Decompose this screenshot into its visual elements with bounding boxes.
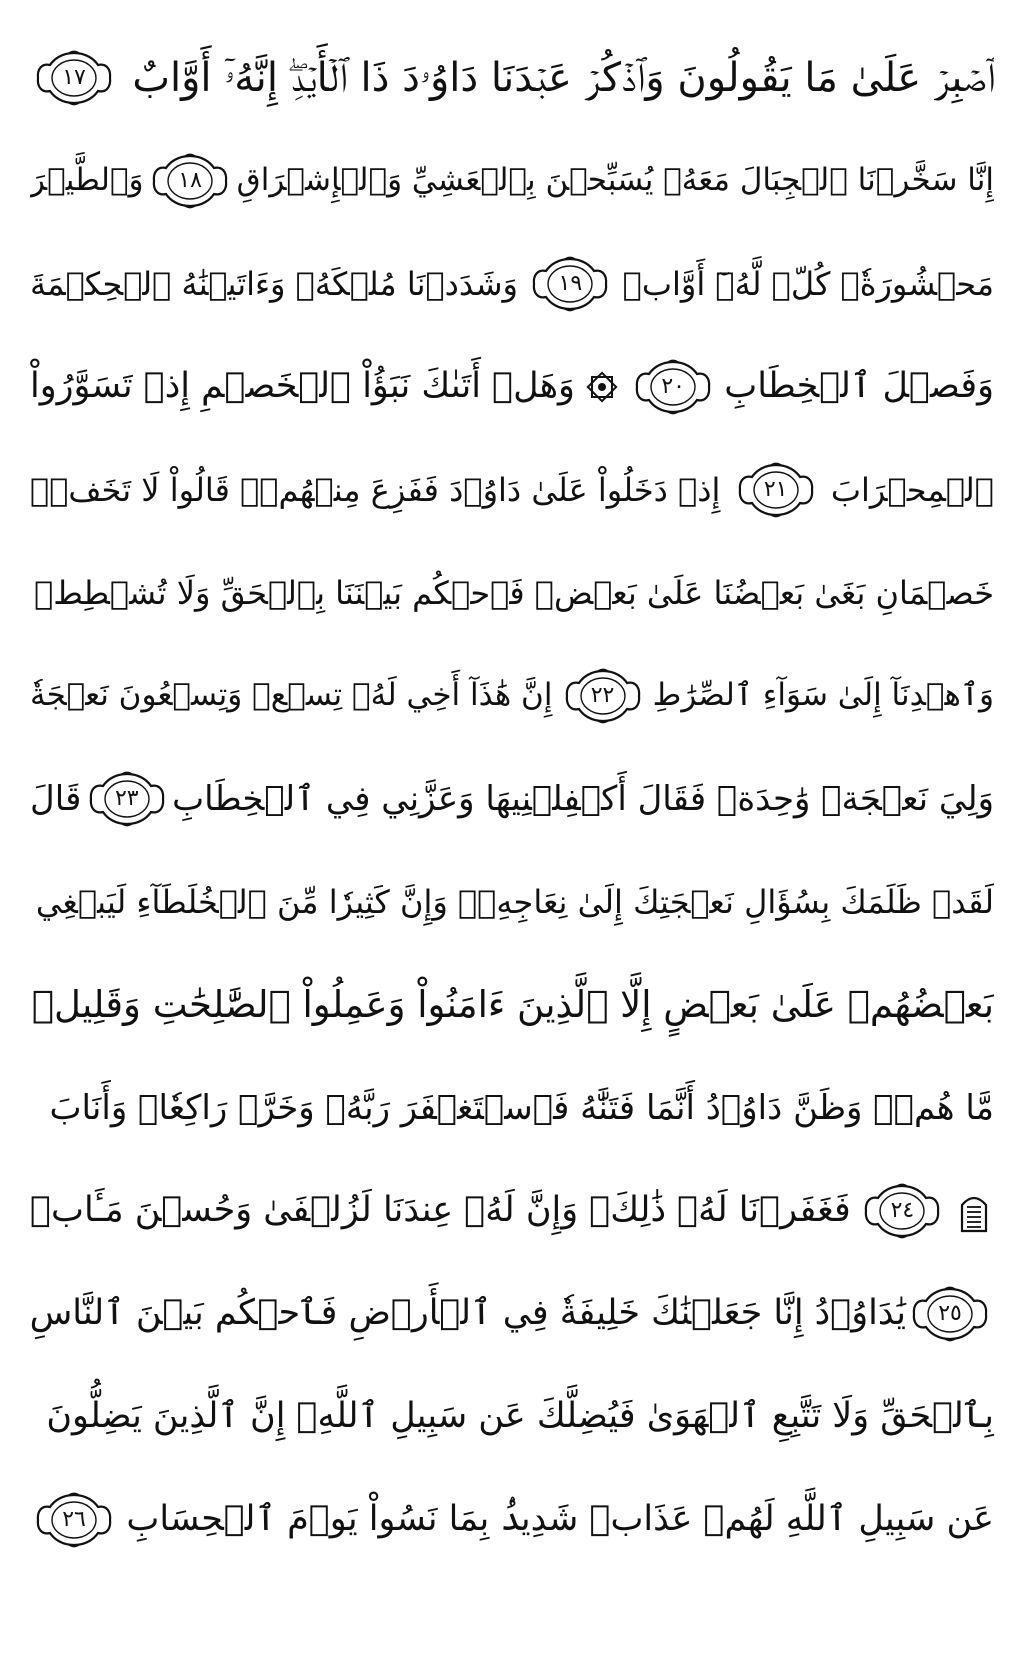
verse-text: قَالَ <box>30 778 82 819</box>
verse-text: إِنَّا سَخَّرۡنَا ٱلۡجِبَالَ مَعَهُۥ يُسَبِّحۡنَ بِٱلۡعَشِيِّ وَٱلۡإِشۡرَاقِ <box>236 162 994 198</box>
text-line <box>30 850 994 953</box>
text-line <box>30 541 994 644</box>
text-lines <box>30 26 994 1571</box>
text-line <box>30 644 994 747</box>
ayah-number-marker <box>736 461 816 519</box>
text-line <box>30 129 994 232</box>
verse-text: مَحۡشُورَةٗۖ كُلّٞ لَّهُۥٓ أَوَّابٞ <box>622 264 994 303</box>
sajdah-mihrab-icon <box>954 1188 994 1234</box>
text-line <box>30 1056 994 1159</box>
verse-text: بَعۡضُهُمۡ عَلَىٰ بَعۡضٍ إِلَّا ٱلَّذِينَ ءَامَنُواْ وَعَمِلُواْ ٱلصَّٰلِحَٰتِ وَقَلِيلٞ <box>31 983 994 1026</box>
verse-text: عَن سَبِيلِ ٱللَّهِ لَهُمۡ عَذَابٞ شَدِيدُۢ بِمَا نَسُواْ يَوۡمَ ٱلۡحِسَابِ <box>126 1499 994 1539</box>
ayah-number-marker <box>633 358 713 416</box>
ayah-number: ١٩ <box>558 271 583 296</box>
ayah-number-marker <box>150 152 230 210</box>
text-line <box>30 26 994 129</box>
verse-text: وَلِيَ نَعۡجَةٞ وَٰحِدَةٞ فَقَالَ أَكۡفِلۡنِيهَا وَعَزَّنِي فِي ٱلۡخِطَابِ <box>172 778 994 819</box>
ayah-number: ٢٣ <box>114 786 139 811</box>
verse-text: وَهَلۡ أَتَىٰكَ نَبَؤُاْ ٱلۡخَصۡمِ إِذۡ تَسَوَّرُواْ <box>30 366 575 406</box>
verse-text: مَّا هُمۡۗ وَظَنَّ دَاوُۥدُ أَنَّمَا فَتَنَّٰهُ فَٱسۡتَغۡفَرَ رَبَّهُۥ وَخَرَّۤ رَاكِعٗاۤ وَأَنَابَ <box>49 1087 994 1128</box>
rub-el-hizb-icon <box>582 364 622 410</box>
ayah-number: ٢٦ <box>62 1507 86 1532</box>
text-line <box>30 438 994 541</box>
verse-text: لَقَدۡ ظَلَمَكَ بِسُؤَالِ نَعۡجَتِكَ إِلَىٰ نِعَاجِهِۦۖ وَإِنَّ كَثِيرٗا مِّنَ ٱلۡخُلَطَآءِ لَيَبۡغِي <box>35 882 994 921</box>
verse-text: خَصۡمَانِ بَغَىٰ بَعۡضُنَا عَلَىٰ بَعۡضٖ فَٱحۡكُم بَيۡنَنَا بِٱلۡحَقِّ وَلَا تُشۡطِطۡ <box>34 573 994 612</box>
ayah-number-marker <box>910 1285 990 1343</box>
ayah-number: ٢٥ <box>938 1301 962 1326</box>
text-line <box>30 1365 994 1468</box>
ayah-number: ٢٢ <box>590 683 615 708</box>
ayah-number: ٢٤ <box>890 1198 915 1223</box>
text-line <box>30 232 994 335</box>
verse-text: إِذۡ دَخَلُواْ عَلَىٰ دَاوُۥدَ فَفَزِعَ مِنۡهُمۡۖ قَالُواْ لَا تَخَفۡۖ <box>30 470 721 509</box>
verse-text: وَٱلطَّيۡرَ <box>30 162 144 198</box>
ayah-number: ٢١ <box>763 477 788 502</box>
ayah-number-marker <box>87 770 167 828</box>
ayah-number: ١٧ <box>62 65 86 90</box>
verse-text: وَٱهۡدِنَآ إِلَىٰ سَوَآءِ ٱلصِّرَٰطِ <box>652 677 994 713</box>
ayah-number: ٢٠ <box>661 374 685 399</box>
ayah-number: ١٨ <box>178 168 202 193</box>
verse-text: ٱلۡمِحۡرَابَ <box>830 470 994 509</box>
verse-text: وَشَدَدۡنَا مُلۡكَهُۥ وَءَاتَيۡنَٰهُ ٱلۡحِكۡمَةَ <box>30 264 518 303</box>
ayah-number-marker <box>862 1182 942 1240</box>
verse-text: وَفَصۡلَ ٱلۡخِطَابِ <box>724 366 994 406</box>
text-line <box>30 1262 994 1365</box>
text-line <box>30 1468 994 1571</box>
ayah-number-marker <box>34 1491 114 1549</box>
ayah-number-marker <box>530 255 610 313</box>
text-line <box>30 747 994 850</box>
verse-text: ٱصۡبِرۡ عَلَىٰ مَا يَقُولُونَ وَٱذۡكُرۡ عَبۡدَنَا دَاوُۥدَ ذَا ٱلۡأَيۡدِۖ إِنَّهُۥٓ أَوَّابٌ <box>132 54 994 101</box>
text-line <box>30 1159 994 1262</box>
ayah-number-marker <box>563 667 643 725</box>
verse-text: إِنَّ هَٰذَآ أَخِي لَهُۥ تِسۡعٞ وَتِسۡعُونَ نَعۡجَةٗ <box>30 677 553 713</box>
verse-text: فَغَفَرۡنَا لَهُۥ ذَٰلِكَۖ وَإِنَّ لَهُۥ عِندَنَا لَزُلۡفَىٰ وَحُسۡنَ مَـَٔابٖ <box>30 1190 851 1230</box>
text-line <box>30 335 994 438</box>
verse-text: يَٰدَاوُۥدُ إِنَّا جَعَلۡنَٰكَ خَلِيفَةٗ فِي ٱلۡأَرۡضِ فَٱحۡكُم بَيۡنَ ٱلنَّاسِ <box>30 1293 906 1333</box>
verse-text: بِٱلۡحَقِّ وَلَا تَتَّبِعِ ٱلۡهَوَىٰ فَيُضِلَّكَ عَن سَبِيلِ ٱللَّهِۚ إِنَّ ٱلَّذِينَ يَضِلُّونَ <box>46 1396 994 1436</box>
text-line <box>30 953 994 1056</box>
ayah-number-marker <box>34 49 114 107</box>
